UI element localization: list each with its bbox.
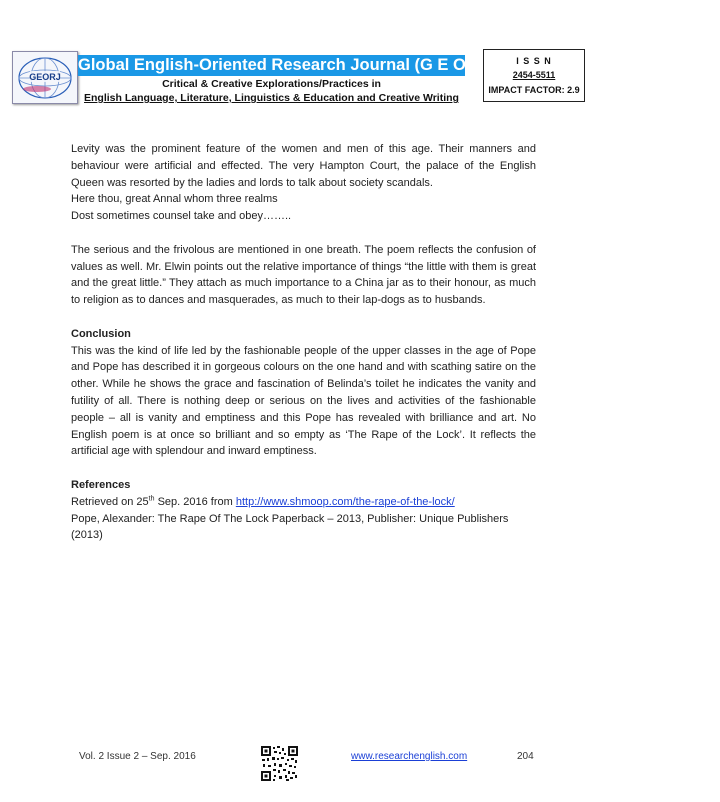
references-heading: References [71, 478, 131, 491]
issn-number: 2454-5511 [512, 70, 556, 80]
issn-box [483, 49, 585, 102]
footer-volume: Vol. 2 Issue 2 – Sep. 2016 [79, 751, 196, 762]
journal-title: Global English-Oriented Research Journal (G E O R J) [78, 56, 502, 74]
footer-page-number: 204 [517, 751, 534, 762]
reference-1-link[interactable]: http://www.shmoop.com/the-rape-of-the-lock/ [235, 495, 455, 508]
reference-1 [71, 494, 536, 511]
conclusion-text: This was the kind of life led by the fashionable people of the upper classes in the age of Pope and Pope has described it in gorgeous colours on the one hand and with scathing satire on the other. While he shows the grace and fascination of Belinda’s toilet he indicates the vanity and futility of all. There is nothing deep or serious on the lives and activities of the fashionable people – all is vanity and emptiness and this Pope has revealed with brilliance and art. No English poem is at once so brilliant and so empty as ‘The Rape of the Lock’. It reflects the artificial age with splendour and inward emptiness. [71, 344, 536, 458]
journal-subtitle-line2: English Language, Literature, Linguistics & Education and Creative Writing [84, 92, 459, 104]
journal-subtitle-line1: Critical & Creative Explorations/Practices in [162, 78, 381, 90]
globe-logo-icon [15, 55, 75, 101]
logo-text: GEORJ [29, 71, 61, 82]
paragraph-levity: Levity was the prominent feature of the women and men of this age. Their manners and behaviour were artificial and effected. The very Hampton Court, the palace of the English Queen was resorted by the ladies and lords to talk about society scandals. [71, 143, 536, 189]
issn-label: I S S N [516, 56, 552, 66]
verse-line-1: Here thou, great Annal whom three realms [71, 193, 278, 206]
journal-logo [12, 51, 78, 104]
article-body [71, 141, 536, 544]
paragraph-serious-frivolous: The serious and the frivolous are mentioned in one breath. The poem reflects the confusion of values as well. Mr. Elwin points out the relative importance of things “the little with them is great and the great little.” They attach as much importance to a China jar as to their honour, as much to religion as to dances and masquerades, as much to their lap-dogs as to husbands. [71, 243, 536, 307]
qr-code-icon [260, 745, 299, 782]
impact-factor: IMPACT FACTOR: 2.9 [488, 85, 580, 95]
reference-1-prefix: Retrieved on 25 [71, 495, 149, 508]
footer-website-link[interactable]: www.researchenglish.com [351, 751, 468, 762]
reference-1-sup: th [148, 495, 155, 503]
verse-line-2: Dost sometimes counsel take and obey…….. [71, 210, 292, 223]
reference-2: Pope, Alexander: The Rape Of The Lock Paperback – 2013, Publisher: Unique Publishers (2013) [71, 512, 509, 542]
reference-1-mid: Sep. 2016 from [154, 495, 236, 508]
conclusion-heading: Conclusion [71, 327, 131, 340]
